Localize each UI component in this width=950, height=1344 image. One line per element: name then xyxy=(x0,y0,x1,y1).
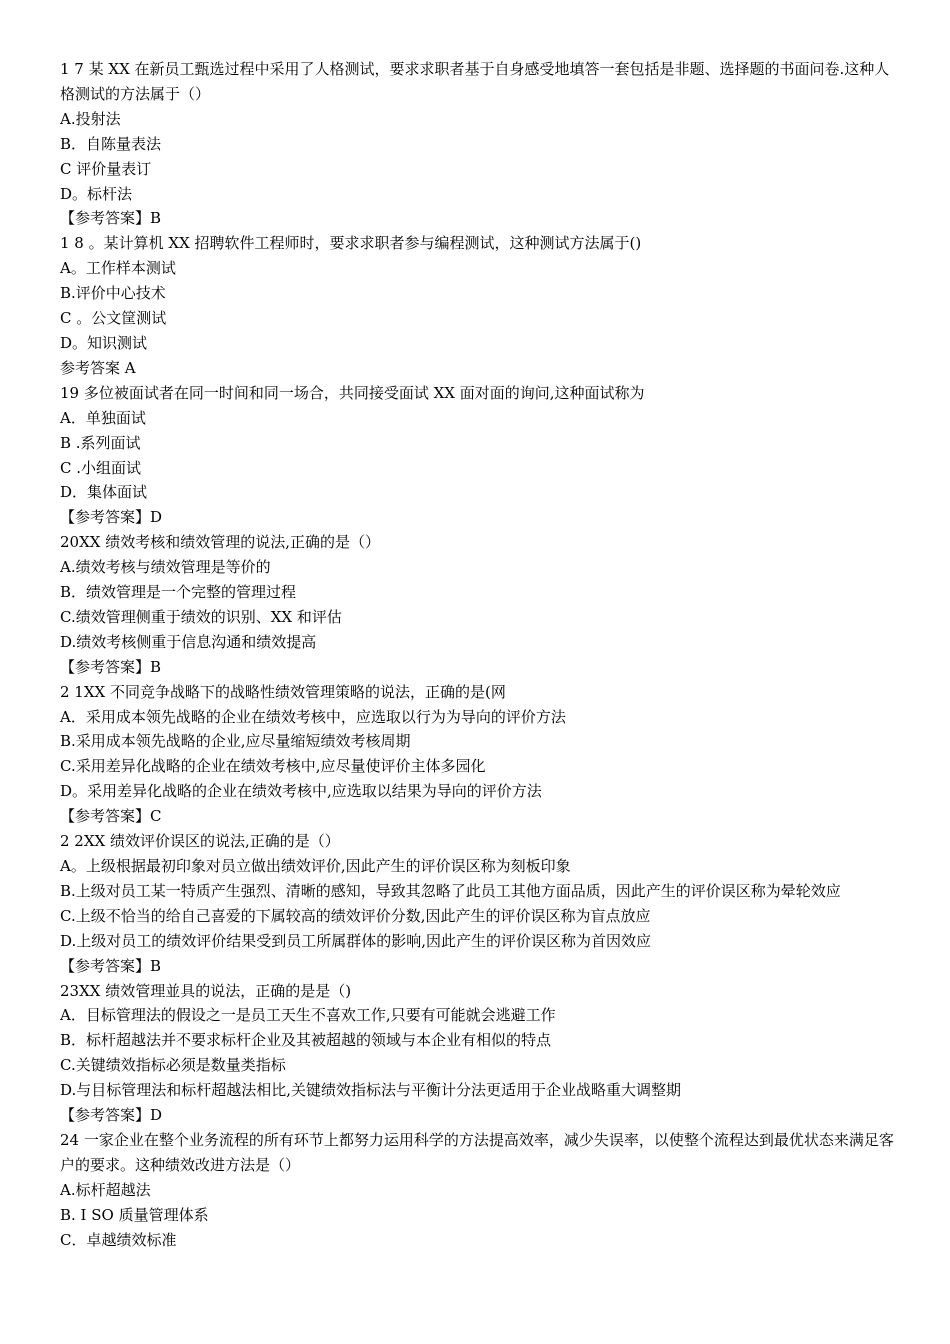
question-21-option-d: D。采用差异化战略的企业在绩效考核中,应选取以结果为导向的评价方法 xyxy=(60,782,542,801)
question-17-option-a: A.投射法 xyxy=(60,109,121,128)
question-23-option-b: B．标杆超越法并不要求标杆企业及其被超越的领域与本企业有相似的特点 xyxy=(60,1031,552,1050)
question-20-option-c: C.绩效管理侧重于绩效的识别、XX 和评估 xyxy=(60,607,342,626)
question-23-stem: 23XX 绩效管理並具的说法，正确的是是（) xyxy=(60,981,352,1000)
document-page xyxy=(60,57,900,1253)
question-22-option-a: A。上级根据最初印象对员立做出绩效评价,因此产生的评价误区称为刻板印象 xyxy=(60,857,571,875)
question-21-option-a: A．采用成本领先战略的企业在绩效考核中，应选取以行为为导向的评价方法 xyxy=(60,707,566,726)
question-18-answer: 参考答案 A xyxy=(60,358,136,377)
question-18-option-a: A。工作样本测试 xyxy=(60,259,176,278)
question-19-option-c: C .小组面试 xyxy=(60,458,142,477)
question-17-option-b: B．自陈量表法 xyxy=(60,134,162,153)
question-23-option-c: C.关键绩效指标必须是数量类指标 xyxy=(60,1056,286,1075)
question-22-option-d: D.上级对员工的绩效评价结果受到员工所属群体的影响,因此产生的评价误区称为首因效应 xyxy=(60,931,652,950)
question-20-option-b: B．绩效管理是一个完整的管理过程 xyxy=(60,583,297,602)
question-19-option-a: A．单独面试 xyxy=(60,408,146,427)
question-22-answer: 【参考答案】B xyxy=(60,956,162,975)
question-21-option-c: C.采用差异化战略的企业在绩效考核中,应尽量使评价主体多园化 xyxy=(60,757,486,776)
question-24-option-a: A.标杆超越法 xyxy=(60,1180,151,1199)
question-21-option-b: B.采用成本领先战略的企业,应尽量缩短绩效考核周期 xyxy=(60,732,411,751)
question-24-option-b: B. I SO 质量管理体系 xyxy=(60,1205,209,1224)
question-19-stem: 19 多位被面试者在同一时间和同一场合，共同接受面试 XX 面对面的询问,这种面试称为 xyxy=(60,383,645,402)
question-23-option-a: A．目标管理法的假设之一是员工天生不喜欢工作,只要有可能就会逃避工作 xyxy=(60,1006,556,1025)
question-20-option-a: A.绩效考核与绩效管理是等价的 xyxy=(60,558,271,577)
question-17-stem: 1 7 某 XX 在新员工甄选过程中采用了人格测试，要求求职者基于自身感受地填答一套包括是非题、选择题的书面问卷.这种人格测试的方法属于（） xyxy=(60,60,890,103)
question-24-stem: 24 一家企业在整个业务流程的所有环节上都努力运用科学的方法提高效率，减少失误率，以使整个流程达到最优状态来满足客户的要求。这种绩效改进方法是（） xyxy=(60,1130,894,1174)
question-19-answer: 【参考答案】D xyxy=(60,508,163,527)
question-20-stem: 20XX 绩效考核和绩效管理的说法,正确的是（） xyxy=(60,533,380,552)
question-20-option-d: D.绩效考核侧重于信息沟通和绩效提高 xyxy=(60,632,317,651)
question-22-option-c: C.上级不恰当的给自己喜爱的下属较高的绩效评价分数,因此产生的评价误区称为盲点放应 xyxy=(60,906,651,925)
question-22-option-b: B.上级对员工某一特质产生强烈、清晰的感知，导致其忽略了此员工其他方面品质，因此产生的评价误区称为晕轮效应 xyxy=(60,881,841,900)
question-19-option-d: D．集体面试 xyxy=(60,483,148,502)
question-19-option-b: B .系列面试 xyxy=(60,433,141,452)
question-22-stem: 2 2XX 绩效评价误区的说法,正确的是（） xyxy=(60,832,340,851)
question-21-answer: 【参考答案】C xyxy=(60,807,162,826)
question-17-option-d: D。标杆法 xyxy=(60,184,133,203)
question-23-option-d: D.与目标管理法和标杆超越法相比,关键绩效指标法与平衡计分法更适用于企业战略重大调整期 xyxy=(60,1081,682,1100)
question-18-option-b: B.评价中心技术 xyxy=(60,284,166,303)
question-18-stem: 1 8 。某计算机 XX 招聘软件工程师时，要求求职者参与编程测试，这种测试方法属于() xyxy=(60,234,642,253)
question-23-answer: 【参考答案】D xyxy=(60,1106,163,1125)
question-17-option-c: C 评价量表订 xyxy=(60,159,152,178)
question-24-option-c: C．卓越绩效标准 xyxy=(60,1230,177,1249)
question-21-stem: 2 1XX 不同竞争战略下的战略性绩效管理策略的说法，正确的是(网 xyxy=(60,682,506,701)
question-18-option-d: D。知识测试 xyxy=(60,333,148,352)
question-20-answer: 【参考答案】B xyxy=(60,657,162,676)
question-17-answer: 【参考答案】B xyxy=(60,209,162,228)
question-18-option-c: C 。公文筐测试 xyxy=(60,309,167,328)
